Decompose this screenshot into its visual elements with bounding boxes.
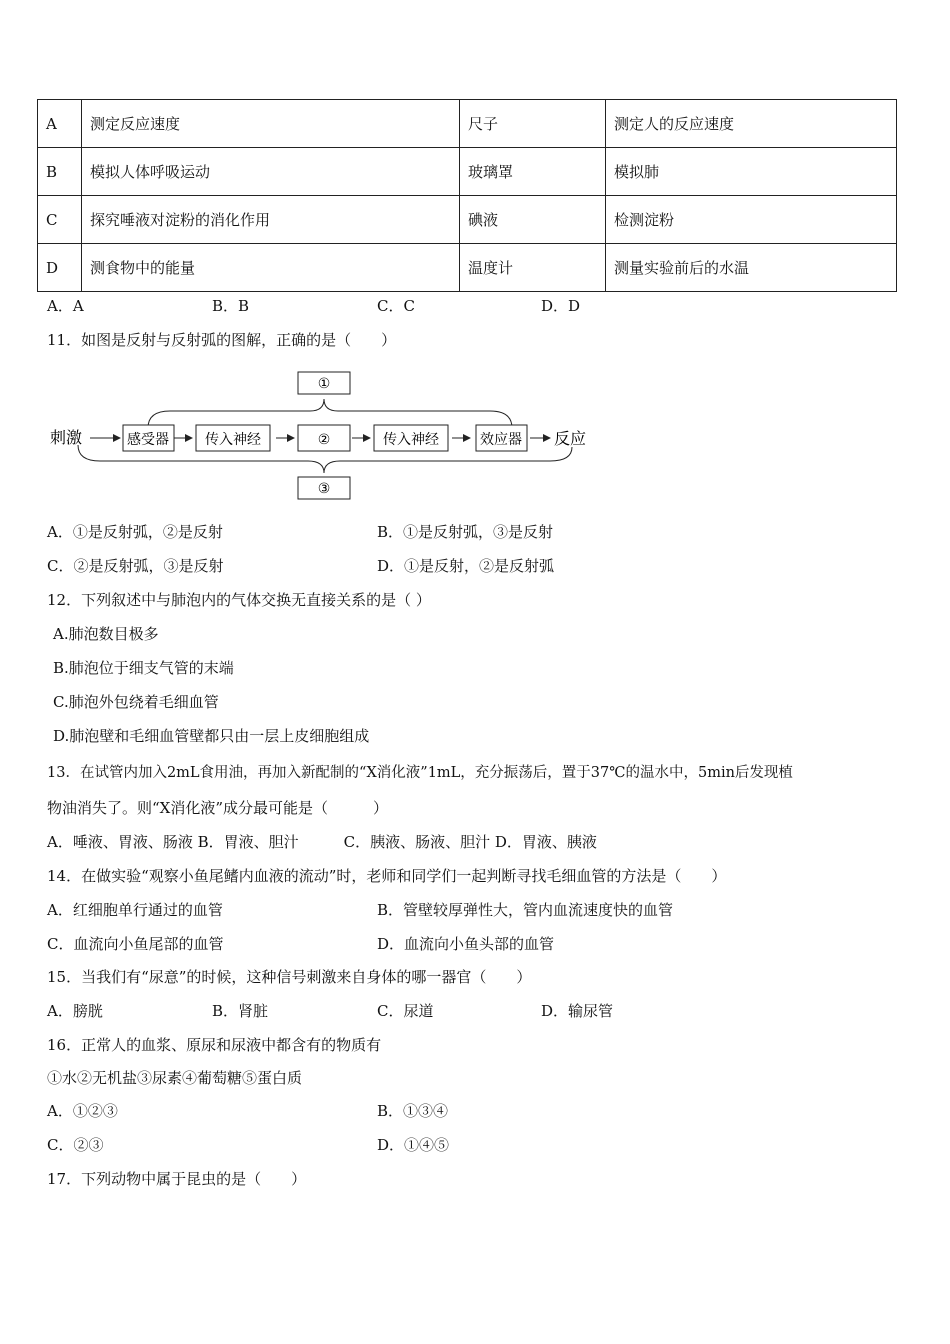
- q16-items: ①水②无机盐③尿素④葡萄糖⑤蛋白质: [47, 1069, 303, 1087]
- q14-option-c[interactable]: C．血流向小鱼尾部的血管: [47, 935, 224, 953]
- row-label: D: [38, 244, 82, 292]
- experiment-name: 测食物中的能量: [82, 244, 460, 292]
- q12-option-d[interactable]: D.肺泡壁和毛细血管壁都只由一层上皮细胞组成: [53, 727, 370, 745]
- experiment-purpose: 检测淀粉: [606, 196, 897, 244]
- experiment-table: [37, 99, 897, 292]
- row-label: B: [38, 148, 82, 196]
- q12-option-a[interactable]: A.肺泡数目极多: [53, 625, 159, 643]
- q13-stem-line2: 物油消失了。则“X消化液”成分最可能是（ ）: [47, 799, 389, 817]
- top-label: ①: [317, 376, 331, 392]
- stimulus-label: 刺激: [50, 428, 83, 447]
- receptor-label: 感受器: [127, 432, 169, 448]
- afferent-nerve-label: 传入神经: [205, 432, 261, 448]
- q10-option-d[interactable]: D．D: [541, 297, 581, 315]
- experiment-purpose: 测量实验前后的水温: [606, 244, 897, 292]
- q14-option-d[interactable]: D．血流向小鱼头部的血管: [377, 935, 555, 953]
- center-label: ②: [317, 432, 331, 448]
- q15-option-a[interactable]: A．膀胱: [47, 1002, 103, 1020]
- q15-option-b[interactable]: B．肾脏: [212, 1002, 269, 1020]
- q16-option-b[interactable]: B．①③④: [377, 1102, 449, 1120]
- q16-stem: 16．正常人的血浆、原尿和尿液中都含有的物质有: [47, 1036, 382, 1054]
- table-row: [38, 196, 897, 244]
- q15-option-d[interactable]: D．输尿管: [541, 1002, 614, 1020]
- table-row: [38, 244, 897, 292]
- top-brace: [148, 399, 512, 428]
- q11-option-c[interactable]: C．②是反射弧，③是反射: [47, 557, 224, 575]
- experiment-name: 模拟人体呼吸运动: [82, 148, 460, 196]
- experiment-name: 测定反应速度: [82, 100, 460, 148]
- q14-option-a[interactable]: A．红细胞单行通过的血管: [47, 901, 223, 919]
- experiment-tool: 尺子: [460, 100, 606, 148]
- q13-options[interactable]: A．唾液、胃液、肠液 B．胃液、胆汁 C．胰液、肠液、胆汁 D．胃液、胰液: [47, 833, 597, 851]
- efferent-nerve-label: 传入神经: [383, 432, 439, 448]
- row-label: C: [38, 196, 82, 244]
- q13-stem-line1: 13．在试管内加入2mL食用油，再加入新配制的“X消化液”1mL，充分振荡后，置于37℃的温水中，5min后发现植: [47, 765, 793, 781]
- q10-option-b[interactable]: B．B: [212, 297, 250, 315]
- q16-option-d[interactable]: D．①④⑤: [377, 1136, 450, 1154]
- q11-option-b[interactable]: B．①是反射弧，③是反射: [377, 523, 554, 541]
- experiment-tool: 温度计: [460, 244, 606, 292]
- q16-option-c[interactable]: C．②③: [47, 1136, 104, 1154]
- q12-option-b[interactable]: B.肺泡位于细支气管的末端: [53, 659, 234, 677]
- q12-stem: 12．下列叙述中与肺泡内的气体交换无直接关系的是（ ）: [47, 591, 431, 609]
- table-row: [38, 148, 897, 196]
- reflex-arc-diagram: [40, 365, 610, 505]
- q11-stem: 11．如图是反射与反射弧的图解，正确的是（ ）: [47, 331, 397, 349]
- experiment-purpose: 测定人的反应速度: [606, 100, 897, 148]
- experiment-purpose: 模拟肺: [606, 148, 897, 196]
- q10-option-a[interactable]: A．A: [47, 297, 84, 315]
- q10-option-c[interactable]: C．C: [377, 297, 415, 315]
- q11-option-a[interactable]: A．①是反射弧，②是反射: [47, 523, 223, 541]
- q14-stem: 14．在做实验“观察小鱼尾鳍内血液的流动”时，老师和同学们一起判断寻找毛细血管的方法是（ ）: [47, 867, 727, 885]
- experiment-name: 探究唾液对淀粉的消化作用: [82, 196, 460, 244]
- q12-option-c[interactable]: C.肺泡外包绕着毛细血管: [53, 693, 219, 711]
- effector-label: 效应器: [480, 432, 522, 448]
- row-label: A: [38, 100, 82, 148]
- experiment-tool: 玻璃罩: [460, 148, 606, 196]
- q17-stem: 17．下列动物中属于昆虫的是（ ）: [47, 1170, 307, 1188]
- table-row: [38, 100, 897, 148]
- q11-option-d[interactable]: D．①是反射，②是反射弧: [377, 557, 555, 575]
- bottom-label: ③: [317, 481, 331, 497]
- experiment-tool: 碘液: [460, 196, 606, 244]
- q14-option-b[interactable]: B．管壁较厚弹性大，管内血流速度快的血管: [377, 901, 674, 919]
- q16-option-a[interactable]: A．①②③: [47, 1102, 118, 1120]
- q15-stem: 15．当我们有“尿意”的时候，这种信号刺激来自身体的哪一器官（ ）: [47, 968, 532, 986]
- response-label: 反应: [554, 429, 587, 448]
- q15-option-c[interactable]: C．尿道: [377, 1002, 434, 1020]
